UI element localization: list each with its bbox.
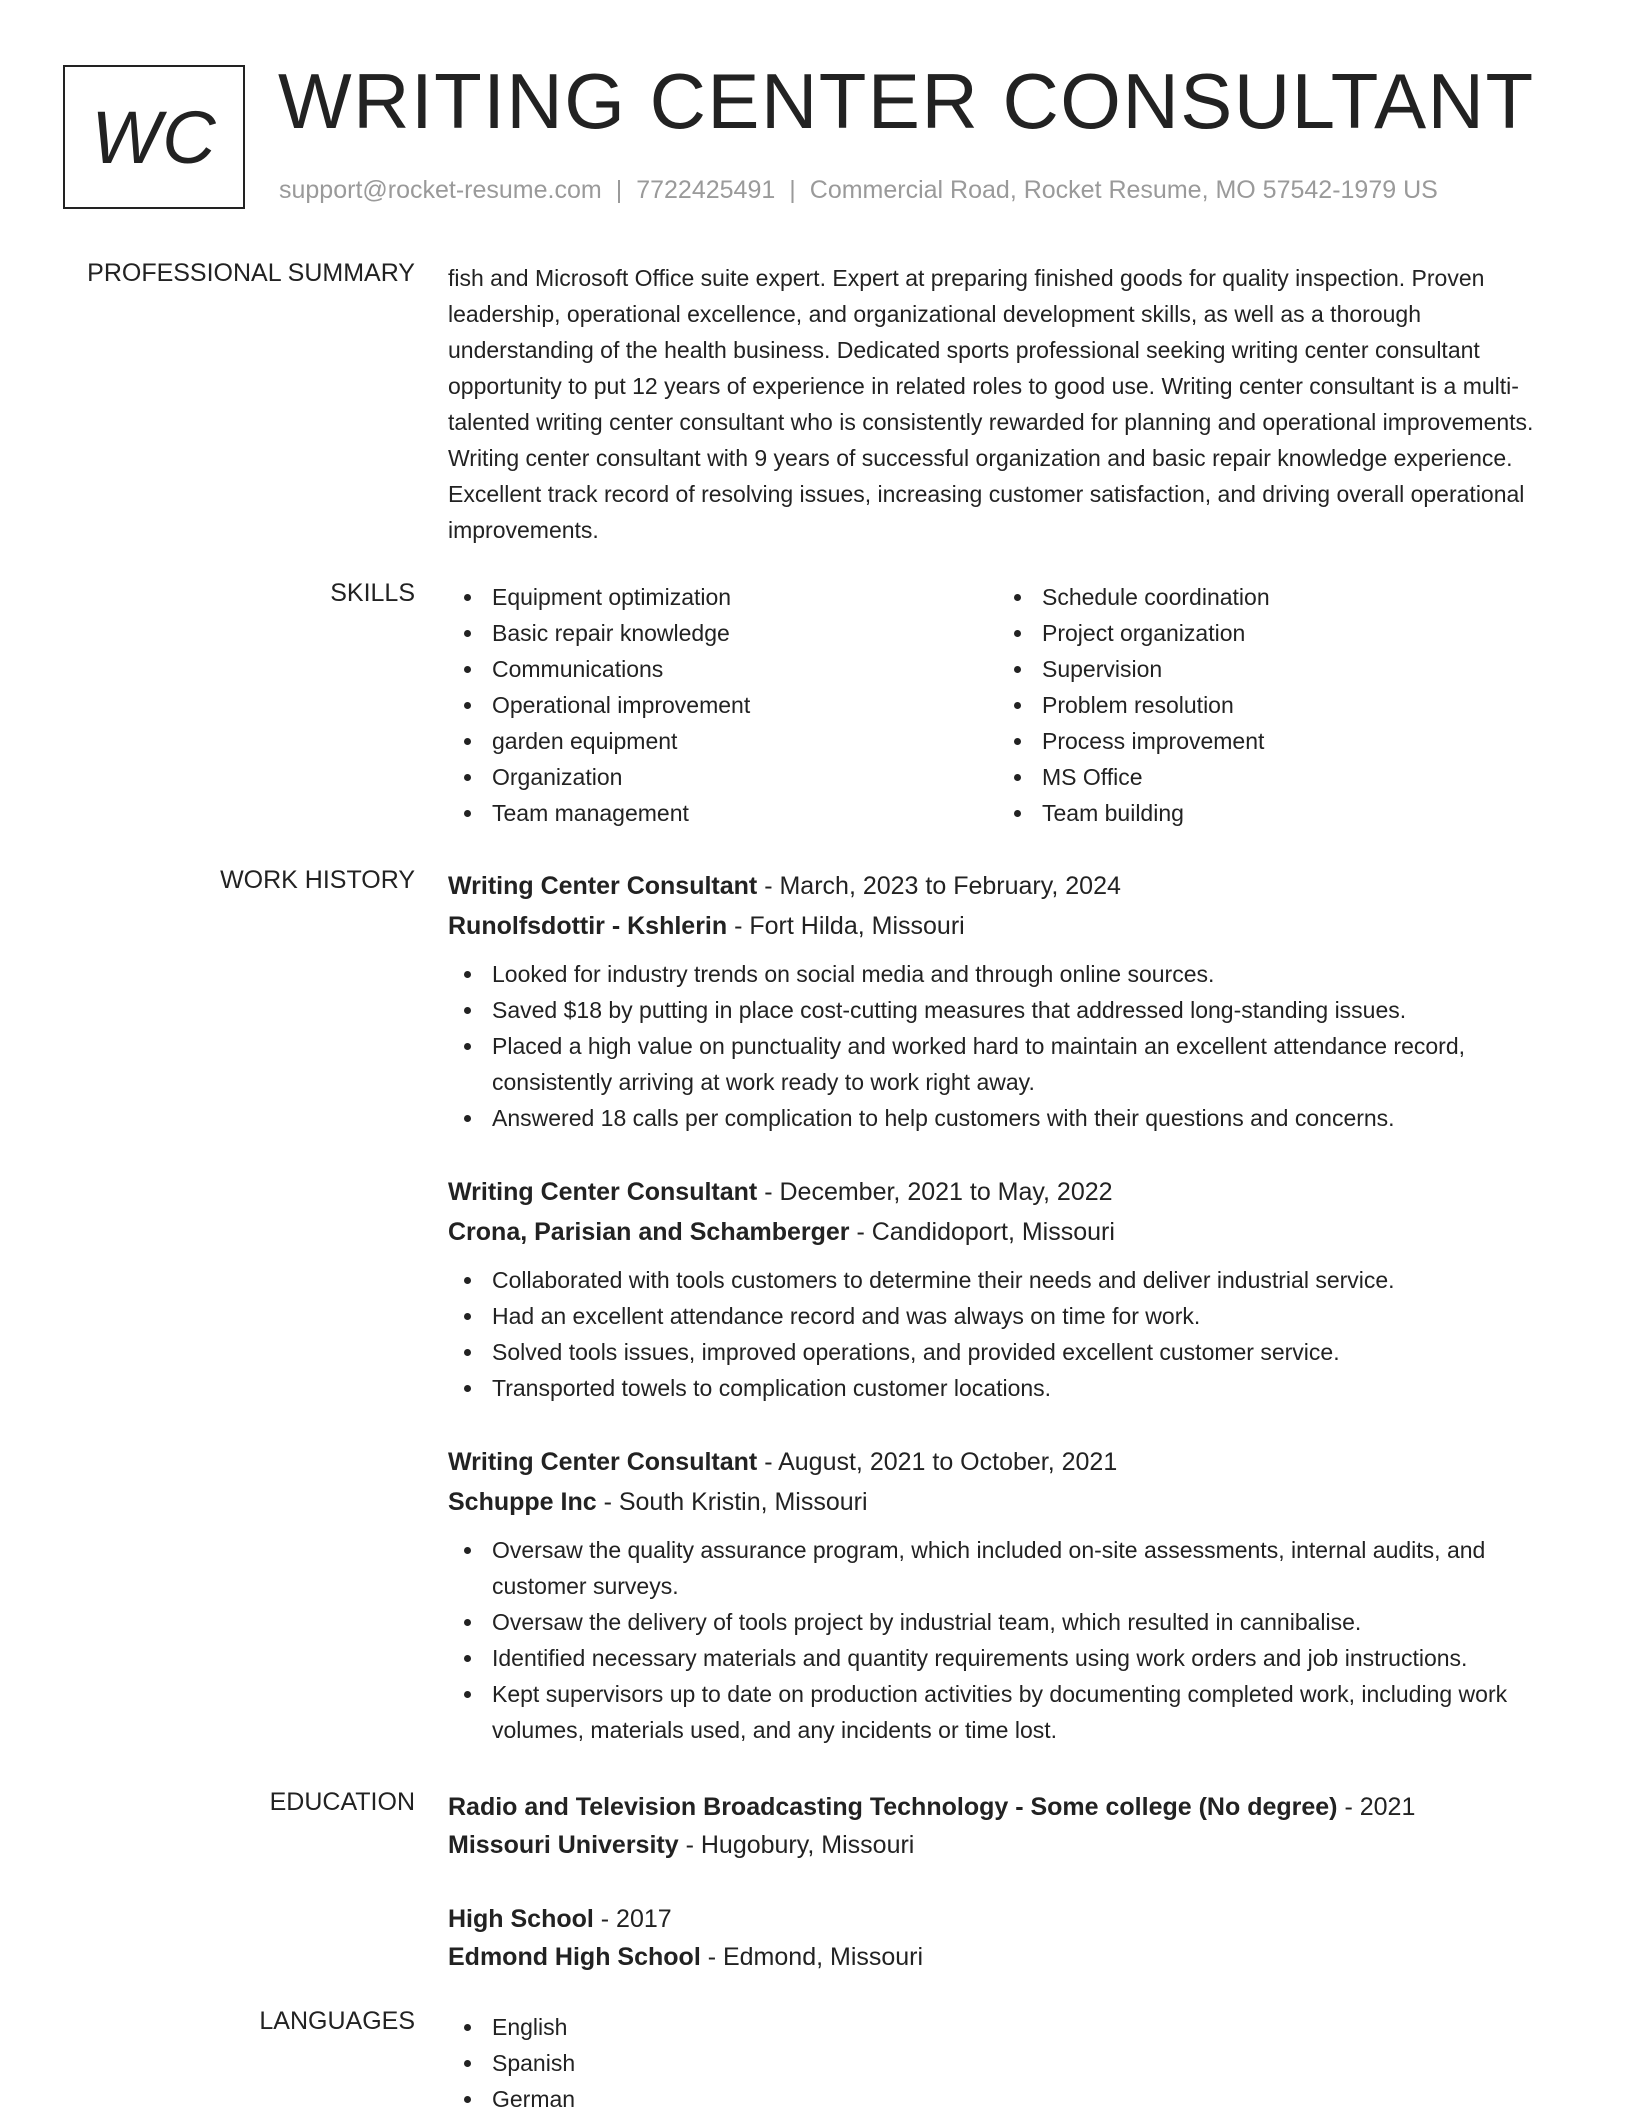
- degree-line: [448, 1900, 1573, 1938]
- graduation-year: - 2021: [1337, 1793, 1416, 1821]
- degree: Radio and Television Broadcasting Technology - Some college (No degree): [448, 1793, 1338, 1821]
- skills-column-left: [448, 579, 998, 831]
- job-bullet: Collaborated with tools customers to determine their needs and deliver industrial service.: [448, 1262, 1573, 1298]
- monogram-logo: WC: [63, 65, 245, 209]
- job-bullet: Saved $18 by putting in place cost-cutting measures that addressed long-standing issues.: [448, 992, 1573, 1028]
- job-entry: [448, 1442, 1573, 1748]
- skill-item: Equipment optimization: [448, 579, 998, 615]
- summary-text: fish and Microsoft Office suite expert. Expert at preparing finished goods for quality inspection. Proven leadership, operational excellence, and organizational development skills, as well as a thorough understanding of the health business. Dedicated sports professional seeking writing center consultant opportunity to put 12 years of experience in related roles to good use. Writing center consultant is a multi-talented writing center consultant who is consistently rewarded for planning and operational improvements. Writing center consultant with 9 years of successful organization and basic repair knowledge experience. Excellent track record of resolving issues, increasing customer satisfaction, and driving overall operational improvements.: [448, 265, 1534, 543]
- job-location: - Candidoport, Missouri: [849, 1218, 1115, 1246]
- phone-number: 7722425491: [636, 176, 776, 204]
- job-company: Runolfsdottir - Kshlerin: [448, 912, 728, 940]
- contact-separator: |: [789, 176, 796, 204]
- contact-line: [279, 176, 1438, 205]
- job-bullet: Looked for industry trends on social media and through online sources.: [448, 956, 1573, 992]
- skill-item: Supervision: [998, 651, 1548, 687]
- section-label-work-history: WORK HISTORY: [220, 866, 415, 894]
- education-entry: [448, 1900, 1573, 1976]
- resume-title: WRITING CENTER CONSULTANT: [278, 57, 1535, 145]
- job-company-line: [448, 906, 1573, 946]
- job-title: Writing Center Consultant: [448, 1178, 758, 1206]
- job-title: Writing Center Consultant: [448, 872, 758, 900]
- skill-item: Basic repair knowledge: [448, 615, 998, 651]
- skill-item: Communications: [448, 651, 998, 687]
- school-location: - Edmond, Missouri: [700, 1943, 924, 1971]
- job-bullet: Solved tools issues, improved operations, and provided excellent customer service.: [448, 1334, 1573, 1370]
- job-location: - Fort Hilda, Missouri: [727, 912, 965, 940]
- job-company-line: [448, 1212, 1573, 1252]
- job-title-line: [448, 1172, 1573, 1212]
- skill-item: Team building: [998, 795, 1548, 831]
- job-bullet: Answered 18 calls per complication to help customers with their questions and concerns.: [448, 1100, 1573, 1136]
- job-dates: - March, 2023 to February, 2024: [757, 872, 1121, 900]
- section-label-education: EDUCATION: [269, 1788, 415, 1816]
- skill-item: Operational improvement: [448, 687, 998, 723]
- skill-item: Problem resolution: [998, 687, 1548, 723]
- section-label-languages: LANGUAGES: [259, 2007, 415, 2035]
- job-company: Schuppe Inc: [448, 1488, 597, 1516]
- skill-item: Schedule coordination: [998, 579, 1548, 615]
- job-bullets: [448, 1262, 1573, 1406]
- school-line: [448, 1826, 1573, 1864]
- skills-list: [448, 579, 1573, 831]
- education-entry: [448, 1788, 1573, 1864]
- degree-line: [448, 1788, 1573, 1826]
- job-location: - South Kristin, Missouri: [596, 1488, 868, 1516]
- job-bullet: Kept supervisors up to date on production activities by documenting completed work, including work volumes, materials used, and any incidents or time lost.: [448, 1676, 1573, 1748]
- job-company: Crona, Parisian and Schamberger: [448, 1218, 850, 1246]
- skill-item: Organization: [448, 759, 998, 795]
- languages-bullets: [448, 2009, 1573, 2112]
- school-name: Edmond High School: [448, 1943, 701, 1971]
- skills-column-right: [998, 579, 1548, 831]
- degree: High School: [448, 1905, 594, 1933]
- graduation-year: - 2017: [593, 1905, 672, 1933]
- job-dates: - August, 2021 to October, 2021: [757, 1448, 1118, 1476]
- language-item: English: [448, 2009, 1573, 2045]
- job-title-line: [448, 866, 1573, 906]
- job-bullet: Oversaw the quality assurance program, which included on-site assessments, internal audits, and customer surveys.: [448, 1532, 1573, 1604]
- languages-list: [448, 2009, 1573, 2112]
- job-entry: [448, 1172, 1573, 1406]
- job-bullets: [448, 1532, 1573, 1748]
- skill-item: MS Office: [998, 759, 1548, 795]
- language-item: German: [448, 2081, 1573, 2112]
- job-bullet: Identified necessary materials and quantity requirements using work orders and job instructions.: [448, 1640, 1573, 1676]
- section-label-skills: SKILLS: [330, 579, 415, 607]
- contact-separator: |: [615, 176, 623, 204]
- job-company-line: [448, 1482, 1573, 1522]
- job-entry: [448, 866, 1573, 1136]
- job-title: Writing Center Consultant: [448, 1448, 758, 1476]
- job-bullet: Placed a high value on punctuality and worked hard to maintain an excellent attendance record, consistently arriving at work ready to work right away.: [448, 1028, 1573, 1100]
- work-history-list: [448, 866, 1573, 1784]
- school-line: [448, 1938, 1573, 1976]
- skill-item: Process improvement: [998, 723, 1548, 759]
- section-label-summary: PROFESSIONAL SUMMARY: [87, 259, 415, 287]
- job-bullet: Transported towels to complication customer locations.: [448, 1370, 1573, 1406]
- email-link[interactable]: support@rocket-resume.com: [279, 176, 602, 204]
- skill-item: garden equipment: [448, 723, 998, 759]
- job-bullet: Had an excellent attendance record and was always on time for work.: [448, 1298, 1573, 1334]
- address: Commercial Road, Rocket Resume, MO 57542-1979 US: [809, 176, 1438, 204]
- education-list: [448, 1788, 1573, 2012]
- skill-item: Project organization: [998, 615, 1548, 651]
- job-bullet: Oversaw the delivery of tools project by industrial team, which resulted in cannibalise.: [448, 1604, 1573, 1640]
- job-bullets: [448, 956, 1573, 1136]
- language-item: Spanish: [448, 2045, 1573, 2081]
- job-dates: - December, 2021 to May, 2022: [757, 1178, 1113, 1206]
- skill-item: Team management: [448, 795, 998, 831]
- school-location: - Hugobury, Missouri: [678, 1831, 915, 1859]
- job-title-line: [448, 1442, 1573, 1482]
- school-name: Missouri University: [448, 1831, 679, 1859]
